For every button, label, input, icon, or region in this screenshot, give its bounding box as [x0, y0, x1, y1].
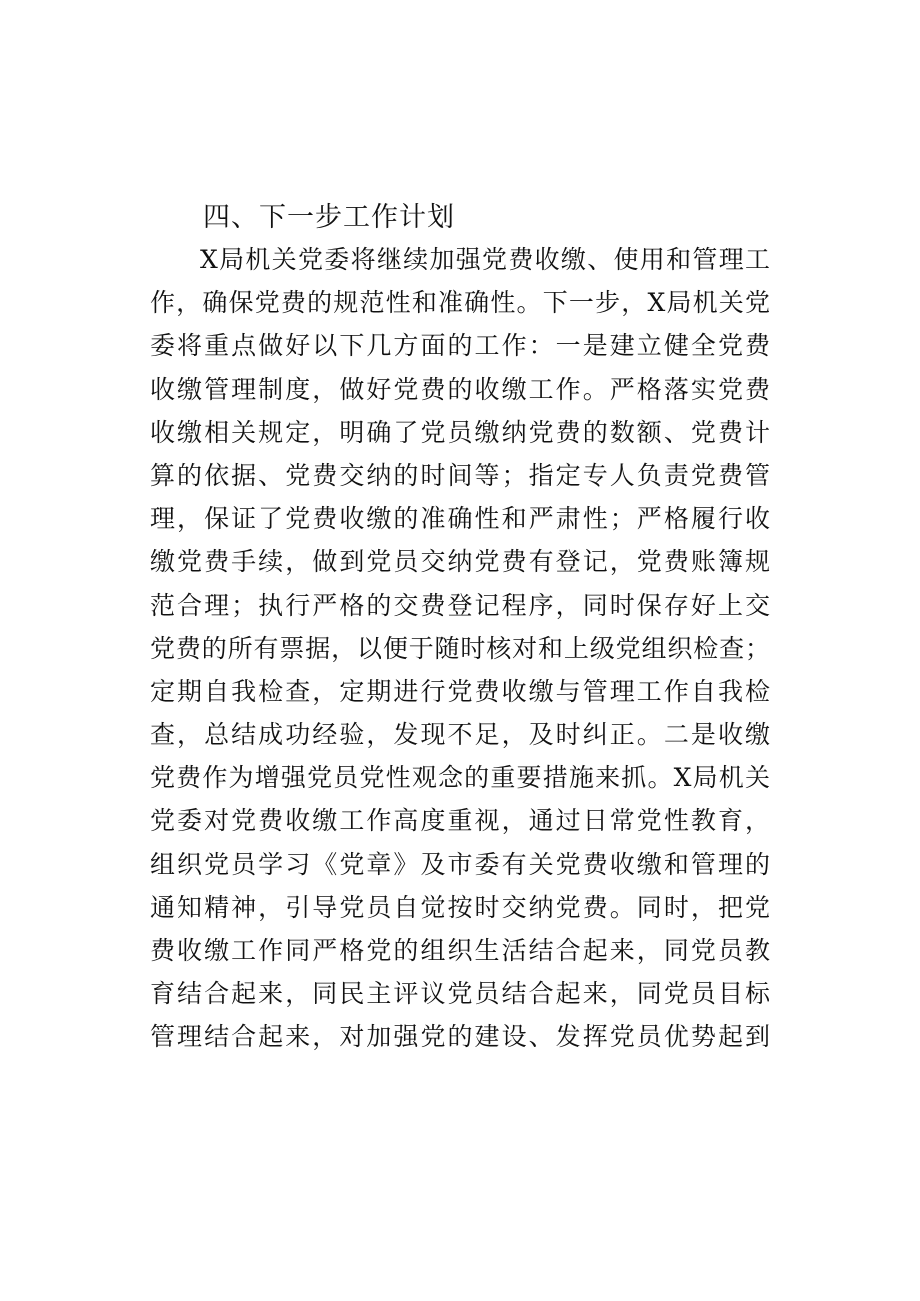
- paragraph-line: 查，总结成功经验，发现不足，及时纠正。二是收缴: [150, 720, 770, 750]
- paragraph-line: 党费的所有票据，以便于随时核对和上级党组织检查；: [150, 633, 770, 663]
- section-heading: 四、下一步工作计划: [203, 202, 455, 233]
- paragraph-line: X局机关党委将继续加强党费收缴、使用和管理工: [200, 245, 770, 274]
- paragraph-line: 缴党费手续，做到党员交纳党费有登记，党费账簿规: [150, 547, 770, 577]
- paragraph-line: 算的依据、党费交纳的时间等；指定专人负责党费管: [150, 460, 770, 490]
- paragraph-line: 党委对党费收缴工作高度重视，通过日常党性教育，: [150, 806, 770, 836]
- paragraph-line: 管理结合起来，对加强党的建设、发挥党员优势起到: [150, 1022, 770, 1052]
- paragraph-line: 作，确保党费的规范性和准确性。下一步，X局机关党: [150, 288, 770, 318]
- body-paragraph: [150, 238, 770, 1059]
- paragraph-line: 收缴管理制度，做好党费的收缴工作。严格落实党费: [150, 374, 770, 404]
- paragraph-line: 通知精神，引导党员自觉按时交纳党费。同时，把党: [150, 892, 770, 922]
- paragraph-line: 组织党员学习《党章》及市委有关党费收缴和管理的: [150, 849, 770, 879]
- paragraph-line: 党费作为增强党员党性观念的重要措施来抓。X局机关: [150, 763, 770, 793]
- paragraph-line: 收缴相关规定，明确了党员缴纳党费的数额、党费计: [150, 417, 770, 447]
- paragraph-line: 定期自我检查，定期进行党费收缴与管理工作自我检: [150, 676, 770, 706]
- paragraph-line: 育结合起来，同民主评议党员结合起来，同党员目标: [150, 979, 770, 1009]
- paragraph-line: 委将重点做好以下几方面的工作：一是建立健全党费: [150, 331, 770, 361]
- paragraph-line: 理，保证了党费收缴的准确性和严肃性；严格履行收: [150, 504, 770, 534]
- paragraph-line: 费收缴工作同严格党的组织生活结合起来，同党员教: [150, 936, 770, 965]
- paragraph-line: 范合理；执行严格的交费登记程序，同时保存好上交: [150, 590, 770, 620]
